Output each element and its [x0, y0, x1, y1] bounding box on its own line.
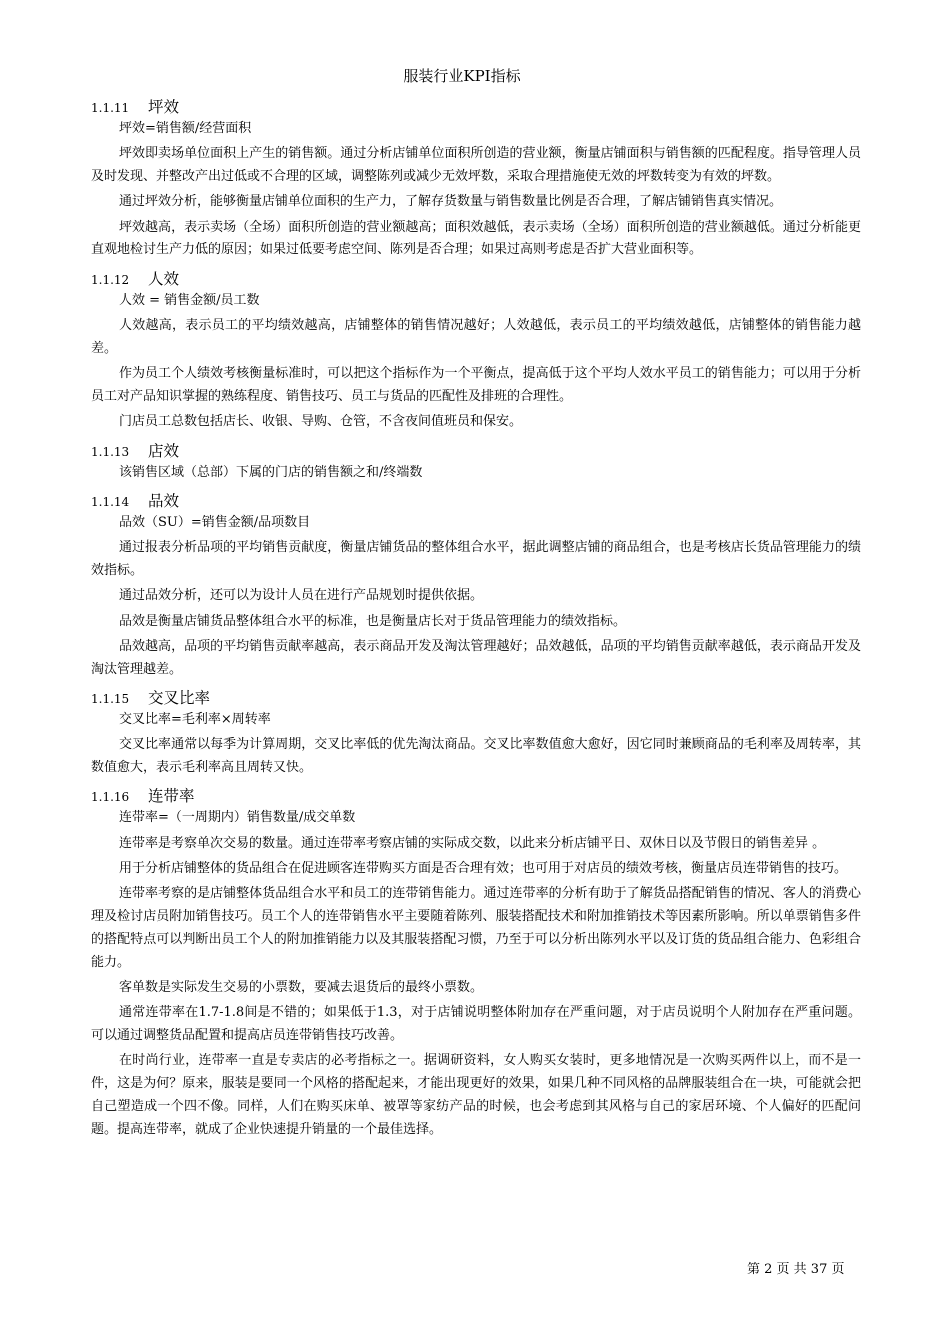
paragraph: 通过品效分析，还可以为设计人员在进行产品规划时提供依据。: [119, 588, 484, 604]
section-number: 1.1.13: [91, 444, 130, 459]
paragraph: 客单数是实际发生交易的小票数，要减去退货后的最终小票数。: [119, 979, 484, 995]
paragraph: 通过坪效分析，能够衡量店铺单位面积的生产力，了解存货数量与销售数量比例是否合理，了解店铺销售真实情况。: [119, 194, 783, 210]
paragraph: 坪效即卖场单位面积上产生的销售额。通过分析店铺单位面积所创造的营业额，衡量店铺面积与销售额的匹配程度。指导管理人员及时发现、并整改产出过低或不合理的区域，调整陈列或减少无效坪数，采取合理措施使无效的坪数转变为有效的坪数。: [91, 146, 861, 185]
section-number: 1.1.14: [91, 494, 130, 509]
paragraph: 坪效=销售额/经营面积: [119, 121, 252, 136]
section-number: 1.1.12: [91, 272, 130, 287]
section-heading-pinxiao: [91, 487, 861, 512]
section-number: 1.1.15: [91, 691, 130, 706]
paragraph: 在时尚行业，连带率一直是专卖店的必考指标之一。据调研资料，女人购买女装时，更多地情况是一次购买两件以上，而不是一件，这是为何？原来，服装是要同一个风格的搭配起来，才能出现更好的效果，如果几种不同风格的品牌服装组合在一块，可能就会把自己塑造成一个四不像。同样，人们在购买床单、被罩等家纺产品的时候，也会考虑到其风格与自己的家居环境、个人偏好的匹配问题。提高连带率，就成了企业快速提升销量的一个最佳选择。: [91, 1053, 861, 1137]
paragraph: 门店员工总数包括店长、收银、导购、仓管，不含夜间值班员和保安。: [119, 414, 523, 430]
section-title: 坪效: [148, 98, 180, 116]
section-number: 1.1.11: [91, 101, 130, 115]
section-heading-dianxiao: [91, 437, 861, 462]
paragraph: 连带率=（一周期内）销售数量/成交单数: [119, 810, 356, 826]
paragraph: 用于分析店铺整体的货品组合在促进顾客连带购买方面是否合理有效；也可用于对店员的绩效考核，衡量店员连带销售的技巧。: [119, 860, 848, 876]
paragraph: 人效越高，表示员工的平均绩效越高，店铺整体的销售情况越好；人效越低，表示员工的平均绩效越低，店铺整体的销售能力越差。: [91, 318, 861, 356]
document-body: [91, 93, 861, 1144]
paragraph: 通常连带率在1.7-1.8间是不错的；如果低于1.3，对于店铺说明整体附加存在严重问题，对于店员说明个人附加存在严重问题。可以通过调整货品配置和提高店员连带销售技巧改善。: [91, 1005, 861, 1043]
paragraph: 品效（SU）=销售金额/品项数目: [119, 514, 311, 530]
section-heading-pingxiao: [91, 93, 861, 118]
section-heading-renxiao: [91, 265, 861, 290]
section-title: 连带率: [148, 787, 195, 806]
section-title: 交叉比率: [148, 688, 211, 707]
document-title: 服装行业KPI指标: [403, 67, 521, 85]
paragraph: 该销售区域（总部）下属的门店的销售额之和/终端数: [119, 464, 423, 480]
paragraph: 连带率是考察单次交易的数量。通过连带率考察店铺的实际成交数，以此来分析店铺平日、双休日以及节假日的销售差异 。: [119, 835, 826, 851]
paragraph: 坪效越高，表示卖场（全场）面积所创造的营业额越高；面积效越低，表示卖场（全场）面积所创造的营业额越低。通过分析能更直观地检讨生产力低的原因；如果过低要考虑空间、陈列是否合理；如果过高则考虑是否扩大营业面积等。: [91, 219, 861, 258]
paragraph: 交叉比率通常以每季为计算周期，交叉比率低的优先淘汰商品。交叉比率数值愈大愈好，因它同时兼顾商品的毛利率及周转率，其数值愈大，表示毛利率高且周转又快。: [91, 737, 861, 776]
paragraph: 品效越高，品项的平均销售贡献率越高，表示商品开发及淘汰管理越好；品效越低，品项的平均销售贡献率越低，表示商品开发及淘汰管理越差。: [91, 638, 861, 677]
paragraph: 通过报表分析品项的平均销售贡献度，衡量店铺货品的整体组合水平，据此调整店铺的商品组合，也是考核店长货品管理能力的绩效指标。: [91, 540, 861, 578]
section-title: 人效: [148, 269, 180, 288]
page-footer: 第 2 页 共 37 页: [747, 1262, 845, 1277]
paragraph: 作为员工个人绩效考核衡量标准时，可以把这个指标作为一个平衡点，提高低于这个平均人效水平员工的销售能力；可以用于分析员工对产品知识掌握的熟练程度、销售技巧、员工与货品的匹配性及排班的合理性。: [91, 366, 861, 404]
paragraph: 品效是衡量店铺货品整体组合水平的标准，也是衡量店长对于货品管理能力的绩效指标。: [119, 613, 627, 629]
section-title: 品效: [148, 491, 180, 510]
paragraph: 连带率考察的是店铺整体货品组合水平和员工的连带销售能力。通过连带率的分析有助于了解货品搭配销售的情况、客人的消费心理及检讨店员附加销售技巧。员工个人的连带销售水平主要随着陈列、服装搭配技术和附加推销技术等因素所影响。所以单票销售多件的搭配特点可以判断出员工个人的附加推销能力以及其服装搭配习惯，乃至于可以分析出陈列水平以及订货的货品组合能力、色彩组合能力。: [91, 886, 861, 970]
paragraph: 交叉比率=毛利率×周转率: [119, 711, 271, 727]
section-number: 1.1.16: [91, 790, 130, 805]
paragraph: 人效 = 销售金额/员工数: [119, 292, 260, 308]
section-title: 店效: [148, 441, 180, 460]
section-heading-jiaocha-bilv: [91, 684, 861, 709]
section-heading-liandai-lv: [91, 782, 861, 807]
